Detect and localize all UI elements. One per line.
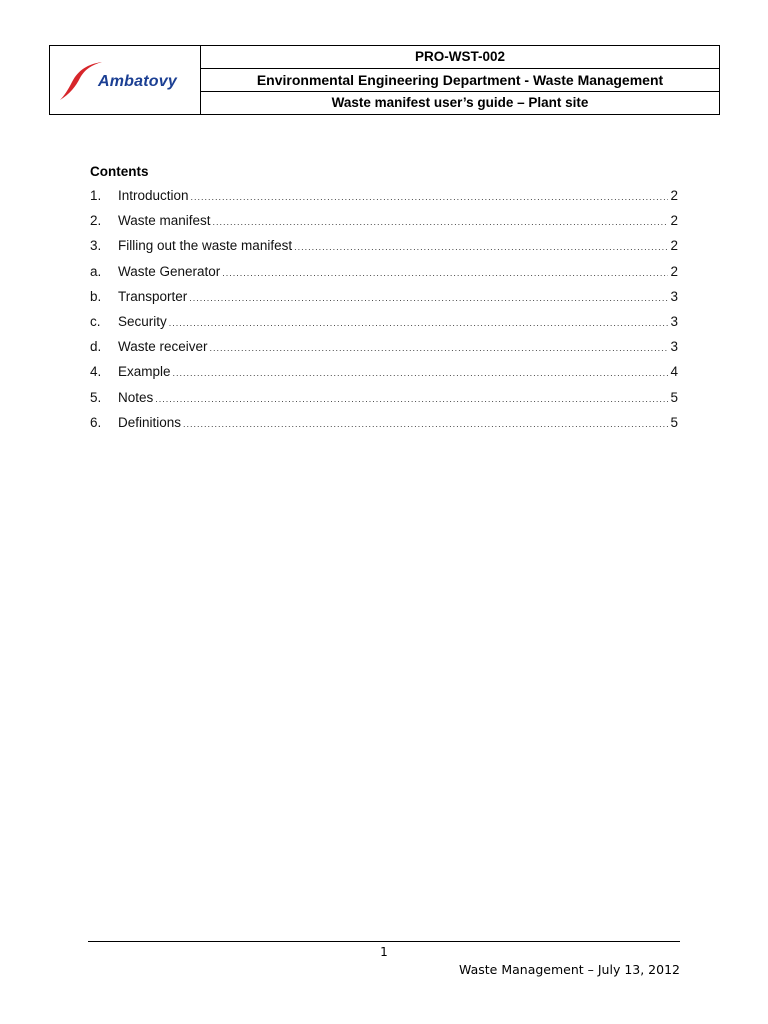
toc-leader-dots bbox=[189, 286, 668, 311]
logo-text: Ambatovy bbox=[98, 73, 177, 90]
toc-entry-number: a. bbox=[90, 263, 102, 279]
toc-leader-dots bbox=[173, 361, 669, 386]
toc-leader-dots bbox=[183, 412, 668, 437]
toc-entry-page: 4 bbox=[670, 364, 678, 380]
toc-entry-filling-out[interactable] bbox=[90, 233, 678, 258]
toc-entry-number: 5. bbox=[90, 389, 102, 405]
toc-leader-dots bbox=[210, 336, 669, 361]
footer-divider bbox=[88, 941, 680, 942]
logo-swoosh-icon bbox=[58, 60, 103, 102]
toc-entry-notes[interactable] bbox=[90, 385, 678, 410]
toc-entry-introduction[interactable] bbox=[90, 183, 678, 208]
toc-entry-number: d. bbox=[90, 339, 102, 355]
doc-code: PRO-WST-002 bbox=[201, 46, 720, 69]
toc-entry-label: Security bbox=[118, 313, 167, 329]
toc-leader-dots bbox=[213, 210, 669, 235]
table-of-contents bbox=[90, 164, 678, 435]
toc-entry-label: Definitions bbox=[118, 414, 182, 430]
toc-entry-label: Waste manifest bbox=[118, 213, 211, 229]
toc-entry-label: Introduction bbox=[118, 188, 189, 203]
page-number: 1 bbox=[380, 945, 388, 959]
toc-entry-page: 5 bbox=[670, 414, 678, 430]
toc-entry-page: 5 bbox=[670, 389, 678, 405]
toc-entry-page: 3 bbox=[670, 313, 678, 329]
toc-entry-page: 3 bbox=[670, 288, 678, 304]
toc-entry-page: 2 bbox=[670, 188, 678, 203]
toc-entry-security[interactable] bbox=[90, 309, 678, 334]
toc-entry-page: 2 bbox=[670, 263, 678, 279]
toc-entry-label: Waste Generator bbox=[118, 263, 221, 279]
toc-entry-waste-generator[interactable] bbox=[90, 259, 678, 284]
toc-entry-transporter[interactable] bbox=[90, 284, 678, 309]
company-logo bbox=[50, 46, 200, 114]
toc-entry-number: 1. bbox=[90, 188, 102, 203]
toc-entry-waste-receiver[interactable] bbox=[90, 334, 678, 359]
toc-entry-label: Filling out the waste manifest bbox=[118, 238, 293, 254]
toc-entry-number: 3. bbox=[90, 238, 102, 254]
toc-leader-dots bbox=[294, 235, 668, 260]
toc-leader-dots bbox=[222, 261, 668, 286]
toc-entry-definitions[interactable] bbox=[90, 410, 678, 435]
toc-leader-dots bbox=[155, 387, 668, 412]
toc-entry-label: Transporter bbox=[118, 288, 188, 304]
logo-cell bbox=[50, 46, 201, 115]
toc-entry-number: 4. bbox=[90, 364, 102, 380]
department-title: Environmental Engineering Department - Waste Management bbox=[201, 69, 720, 92]
toc-entry-page: 2 bbox=[670, 238, 678, 254]
toc-entry-page: 3 bbox=[670, 339, 678, 355]
toc-title: Contents bbox=[90, 164, 149, 179]
footer-text: Waste Management – July 13, 2012 bbox=[459, 962, 680, 977]
toc-entry-example[interactable] bbox=[90, 359, 678, 384]
toc-entry-number: 2. bbox=[90, 213, 102, 229]
toc-entry-number: 6. bbox=[90, 414, 102, 430]
toc-entry-label: Notes bbox=[118, 389, 154, 405]
toc-entry-number: c. bbox=[90, 313, 101, 329]
toc-entry-waste-manifest[interactable] bbox=[90, 208, 678, 233]
toc-leader-dots bbox=[169, 311, 669, 336]
toc-entry-label: Example bbox=[118, 364, 171, 380]
toc-entry-number: b. bbox=[90, 288, 102, 304]
document-title: Waste manifest user’s guide – Plant site bbox=[201, 92, 720, 115]
document-header bbox=[49, 45, 720, 115]
toc-entry-label: Waste receiver bbox=[118, 339, 208, 355]
toc-entry-page: 2 bbox=[670, 213, 678, 229]
toc-leader-dots bbox=[191, 185, 669, 210]
